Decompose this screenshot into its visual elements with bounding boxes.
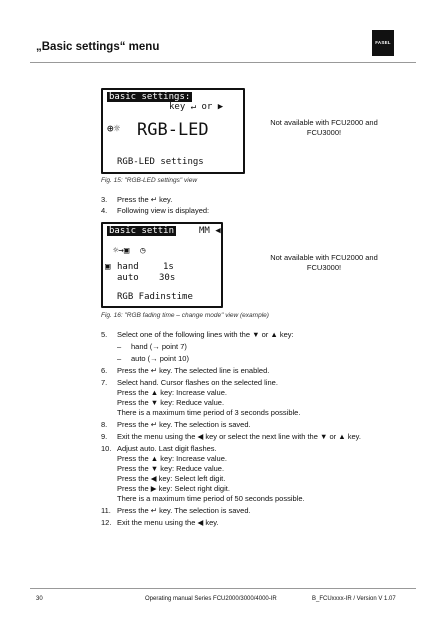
step-text: Select one of the following lines with the ▼ or ▲ key: bbox=[117, 330, 294, 339]
step-text: Press the ↵ key. bbox=[117, 195, 173, 204]
lcd-key-hint: key ↵ or ▶ bbox=[169, 102, 224, 112]
lcd-big-label: RGB-LED bbox=[137, 120, 209, 140]
step-text: Following view is displayed: bbox=[117, 206, 210, 215]
step-text: Press the ◀ key: Select left digit. bbox=[117, 474, 226, 483]
list-item bbox=[101, 195, 401, 205]
header-divider bbox=[30, 62, 416, 63]
step-text: auto (→ point 10) bbox=[131, 354, 189, 363]
step-text: There is a maximum time period of 3 seconds possible. bbox=[117, 408, 301, 417]
lcd-auto-label: auto bbox=[117, 273, 139, 283]
step-number: 3. bbox=[101, 195, 108, 204]
step-text: There is a maximum time period of 50 seconds possible. bbox=[117, 494, 305, 503]
page-title: „Basic settings“ menu bbox=[36, 41, 160, 53]
steps-list-a bbox=[101, 195, 401, 217]
step-number: 9. bbox=[101, 432, 108, 441]
step-number: 7. bbox=[101, 378, 108, 387]
step-number: 11. bbox=[101, 506, 111, 515]
step-text: Select hand. Cursor flashes on the selected line. bbox=[117, 378, 278, 387]
step-text: Press the ▶ key: Select right digit. bbox=[117, 484, 230, 493]
lcd-cursor-icon: ▣ bbox=[105, 262, 111, 272]
step-number: 8. bbox=[101, 420, 108, 429]
page-number: 30 bbox=[36, 596, 43, 602]
step-text: hand (→ point 7) bbox=[131, 342, 187, 351]
lcd-auto-value: 30s bbox=[159, 273, 176, 283]
lcd-heading: basic settings: bbox=[109, 92, 191, 102]
lcd-heading: basic settin bbox=[109, 226, 175, 236]
figure-caption: Fig. 15: "RGB-LED settings" view bbox=[101, 177, 198, 184]
list-item bbox=[101, 206, 401, 216]
fasel-logo: FASEL bbox=[372, 30, 394, 56]
lcd-mode-indicator: MM ◀ bbox=[199, 226, 221, 236]
step-text: Press the ↵ key. The selection is saved. bbox=[117, 506, 251, 515]
figure-caption: Fig. 16: "RGB fading time – change mode" view (example) bbox=[101, 312, 269, 319]
lcd-bottom-label: RGB Fadinstime bbox=[117, 292, 193, 302]
lcd-bottom-label: RGB-LED settings bbox=[117, 157, 204, 167]
step-text: Exit the menu using the ◀ key. bbox=[117, 518, 219, 527]
step-number: 5. bbox=[101, 330, 108, 339]
availability-note: Not available with FCU2000 and FCU3000! bbox=[270, 253, 378, 272]
lcd-hand-label: hand bbox=[117, 262, 139, 272]
step-text: Press the ↵ key. The selection is saved. bbox=[117, 420, 251, 429]
lcd-display-rgb-led bbox=[101, 88, 245, 174]
footer-version: B_FCUxxxx-IR / Version V 1.07 bbox=[312, 596, 396, 602]
lcd-hand-value: 1s bbox=[163, 262, 174, 272]
step-number: – bbox=[117, 354, 122, 363]
lcd-display-fading-time bbox=[101, 222, 223, 308]
rgb-led-icon: ⊕☼ bbox=[107, 122, 121, 135]
fade-transition-icon: ☼→▣ ◷ bbox=[113, 246, 146, 256]
step-number: – bbox=[117, 342, 122, 351]
step-text: Press the ▲ key: Increase value. bbox=[117, 454, 227, 463]
footer-divider bbox=[30, 588, 416, 589]
steps-list-b bbox=[101, 330, 421, 540]
step-number: 4. bbox=[101, 206, 108, 215]
step-text: Press the ▼ key: Reduce value. bbox=[117, 398, 225, 407]
footer-document-title: Operating manual Series FCU2000/3000/4000-IR bbox=[145, 596, 277, 602]
step-number: 12. bbox=[101, 518, 112, 527]
step-number: 10. bbox=[101, 444, 112, 453]
step-text: Exit the menu using the ◀ key or select the next line with the ▼ or ▲ key. bbox=[117, 432, 361, 441]
step-text: Press the ▲ key: Increase value. bbox=[117, 388, 227, 397]
step-text: Press the ↵ key. The selected line is enabled. bbox=[117, 366, 270, 375]
step-text: Adjust auto. Last digit flashes. bbox=[117, 444, 217, 453]
step-number: 6. bbox=[101, 366, 108, 375]
availability-note: Not available with FCU2000 and FCU3000! bbox=[270, 118, 378, 137]
step-text: Press the ▼ key: Reduce value. bbox=[117, 464, 225, 473]
